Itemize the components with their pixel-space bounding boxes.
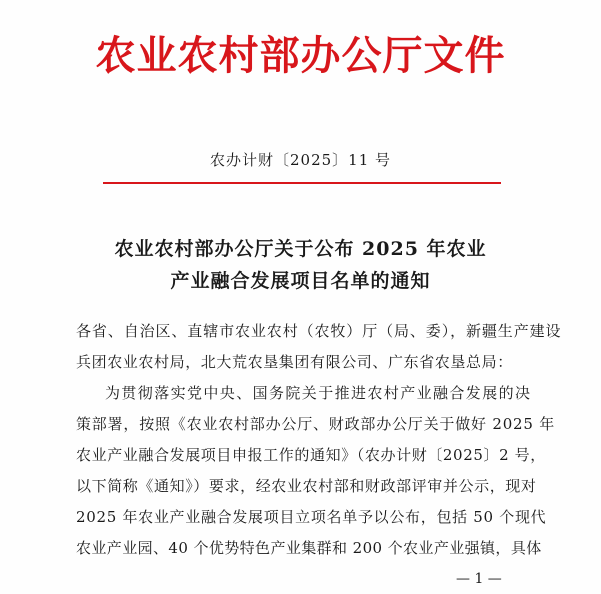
page-number: — 1 — bbox=[456, 571, 502, 587]
red-divider-line bbox=[103, 182, 501, 184]
document-number: 农办计财〔2025〕11 号 bbox=[209, 151, 392, 169]
issuer-header: 农业农村部办公厅文件 bbox=[95, 32, 506, 79]
addressee-line-2: 兵团农业农村局，北大荒农垦集团有限公司、广东省农垦总局： bbox=[76, 353, 513, 371]
body-line-2: 策部署，按照《农业农村部办公厅、财政部办公厅关于做好 2025 年 bbox=[76, 415, 556, 433]
body-line-5: 2025 年农业产业融合发展项目立项名单予以公布，包括 50 个现代 bbox=[76, 508, 547, 526]
body-line-4: 以下简称《通知》）要求，经农业农村部和财政部评审并公示，现对 bbox=[76, 477, 537, 495]
notice-title-line-2: 产业融合发展项目名单的通知 bbox=[170, 270, 431, 292]
addressee-line-1: 各省、自治区、直辖市农业农村（农牧）厅（局、委），新疆生产建设 bbox=[76, 322, 562, 340]
body-line-3: 农业产业融合发展项目申报工作的通知》（农办计财〔2025〕2 号， bbox=[76, 446, 546, 464]
body-line-1: 为贯彻落实党中央、国务院关于推进农村产业融合发展的决 bbox=[105, 384, 532, 402]
notice-title-line-1: 农业农村部办公厅关于公布 2025 年农业 bbox=[114, 238, 487, 260]
body-line-6: 农业产业园、40 个优势特色产业集群和 200 个农业产业强镇，具体 bbox=[76, 539, 542, 557]
